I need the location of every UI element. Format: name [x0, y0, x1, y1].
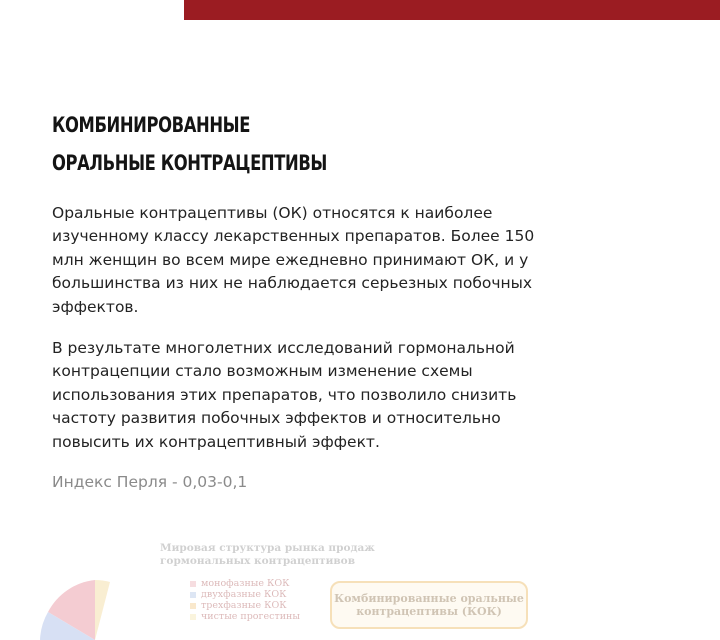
coc-label-box	[330, 581, 528, 629]
legend-item	[190, 589, 300, 600]
pie-chart-graphic	[40, 550, 150, 640]
coc-box-line-1: Комбинированные оральные	[334, 592, 524, 605]
chart-title-line-1: Мировая структура рынка продаж	[160, 542, 375, 554]
text-line: контрацепции стало возможным изменение схемы	[52, 362, 473, 381]
faded-chart-preview	[0, 530, 720, 631]
pie-slice-yellow	[95, 580, 110, 640]
heading-line-1: КОМБИНИРОВАННЫЕ	[52, 113, 251, 137]
legend-item	[190, 600, 300, 611]
pearl-index: Индекс Перля - 0,03-0,1	[52, 473, 248, 491]
text-line: В результате многолетних исследований гормональной	[52, 339, 515, 357]
legend-swatch	[190, 614, 196, 620]
top-accent-bar	[184, 0, 720, 20]
text-line: частоту развития побочных эффектов и относительно	[52, 409, 501, 428]
text-line: использования этих препаратов, что позволило снизить	[52, 385, 517, 404]
legend-label: двухфазные КОК	[201, 589, 287, 600]
legend-item	[190, 578, 300, 589]
coc-box-line-2: контрацептивы (КОК)	[356, 605, 502, 618]
legend-label: чистые прогестины	[201, 611, 300, 622]
text-line: большинства из них не наблюдается серьезных побочных	[52, 274, 533, 293]
section-heading	[52, 106, 327, 182]
paragraph-intro	[52, 202, 572, 319]
heading-line-2: ОРАЛЬНЫЕ КОНТРАЦЕПТИВЫ	[52, 151, 327, 175]
legend-label: трехфазные КОК	[201, 600, 287, 611]
text-line: Оральные контрацептивы (ОК) относятся к наиболее	[52, 204, 493, 222]
legend-label: монофазные КОК	[201, 578, 290, 589]
text-line: изученному классу лекарственных препаратов. Более 150	[52, 227, 535, 246]
legend-swatch	[190, 592, 196, 598]
paragraph-research	[52, 337, 572, 454]
text-line: эффектов.	[52, 297, 139, 316]
chart-title-line-2: гормональных контрацептивов	[160, 555, 355, 567]
chart-title	[160, 542, 375, 568]
legend-swatch	[190, 581, 196, 587]
legend-item	[190, 611, 300, 622]
text-line: повысить их контрацептивный эффект.	[52, 432, 380, 451]
text-line: млн женщин во всем мире ежедневно принимают ОК, и у	[52, 250, 529, 269]
legend-swatch	[190, 603, 196, 609]
chart-legend	[190, 578, 300, 622]
